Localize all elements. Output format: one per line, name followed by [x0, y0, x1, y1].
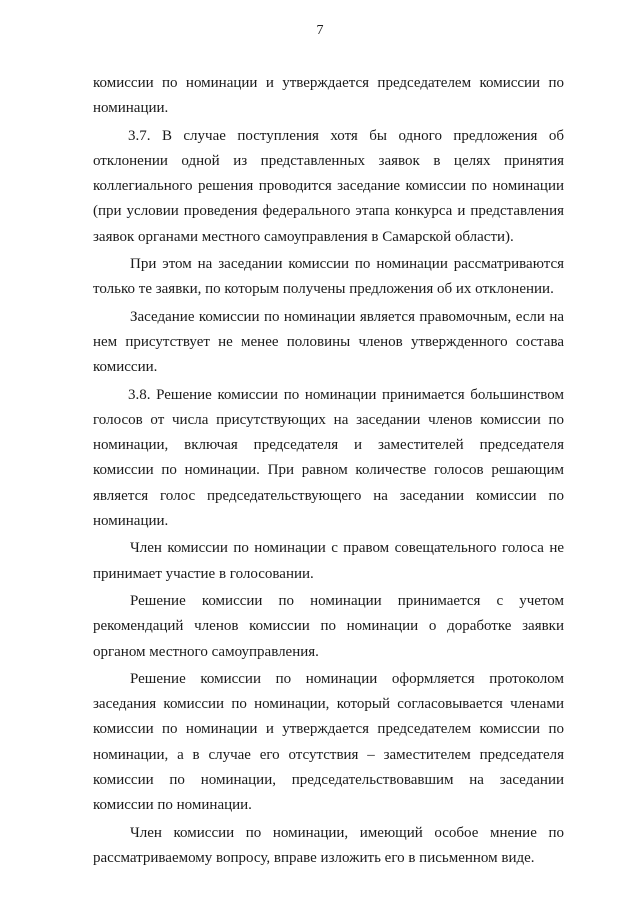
paragraph-3-7: 3.7. В случае поступления хотя бы одного предложения об отклонении одной из представленных заявок в целях принятия коллегиального решения проводится заседание комиссии по номинации (при условии проведения федерального этапа конкурса и представления заявок органами местного самоуправления в Самарской области).: [93, 127, 564, 245]
paragraph: При этом на заседании комиссии по номинации рассматриваются только те заявки, по которым получены предложения об их отклонении.: [93, 256, 564, 298]
paragraph: Заседание комиссии по номинации является правомочным, если на нем присутствует не менее половины членов утвержденного состава комиссии.: [93, 308, 564, 376]
paragraph: Решение комиссии по номинации принимается с учетом рекомендаций членов комиссии по номинации о доработке заявки органом местного самоуправления.: [93, 592, 564, 660]
document-body: [93, 71, 564, 873]
paragraph-3-8: 3.8. Решение комиссии по номинации принимается большинством голосов от числа присутствующих на заседании членов комиссии по номинации, включая председателя и заместителей председателя комиссии по номинации. При равном количестве голосов решающим является голос председательствующего на заседании комиссии по номинации.: [93, 386, 564, 530]
paragraph-continuation: комиссии по номинации и утверждается председателем комиссии по номинации.: [93, 75, 564, 117]
paragraph: Решение комиссии по номинации оформляется протоколом заседания комиссии по номинации, который согласовывается членами комиссии по номинации и утверждается председателем комиссии по номинации, а в случае его отсутствия – заместителем председателя комиссии по номинации, председательствовавшим на заседании комиссии по номинации.: [93, 670, 564, 814]
paragraph: Член комиссии по номинации с правом совещательного голоса не принимает участие в голосовании.: [93, 540, 564, 582]
page-number: 7: [316, 23, 324, 38]
paragraph: Член комиссии по номинации, имеющий особое мнение по рассматриваемому вопросу, вправе изложить его в письменном виде.: [93, 824, 564, 866]
